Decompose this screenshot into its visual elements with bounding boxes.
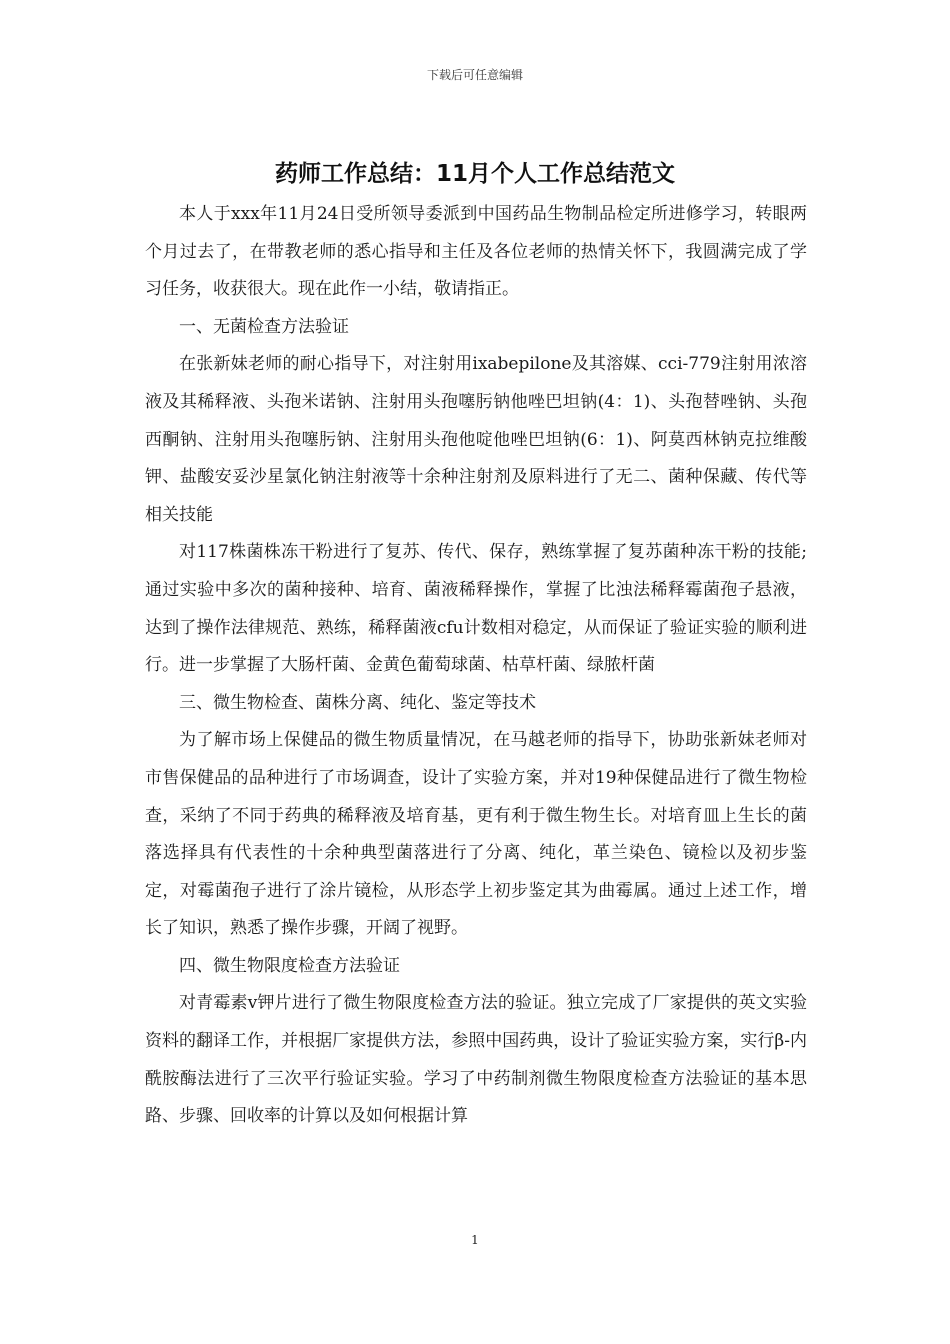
limit-test-paragraph: 对青霉素v钾片进行了微生物限度检查方法的验证。独立完成了厂家提供的英文实验资料的翻译工作，并根据厂家提供方法，参照中国药典，设计了验证实验方案，实行β-内酰胺酶法进行了三次平行验证实验。学习了中药制剂微生物限度检查方法验证的基本思路、步骤、回收率的计算以及如何根据计算 [145, 993, 807, 1127]
page-title: 药师工作总结：11月个人工作总结范文 [274, 161, 675, 187]
intro-paragraph: 本人于xxx年11月24日受所领导委派到中国药品生物制品检定所进修学习，转眼两个月过去了，在带教老师的悉心指导和主任及各位老师的热情关怀下，我圆满完成了学习任务，收获很大。现在此作一小结，敬请指正。 [145, 204, 807, 300]
section-heading-sterility: 一、无菌检查方法验证 [179, 316, 349, 337]
section-heading-limit-test: 四、微生物限度检查方法验证 [179, 955, 400, 976]
sterility-paragraph: 在张新妹老师的耐心指导下，对注射用ixabepilone及其溶媒、cci-779注射用浓溶液及其稀释液、头孢米诺钠、注射用头孢噻肟钠他唑巴坦钠(4：1)、头孢替唑钠、头孢西酮钠、注射用头孢噻肟钠、注射用头孢他啶他唑巴坦钠(6：1)、阿莫西林钠克拉维酸钾、盐酸安妥沙星氯化钠注射液等十余种注射剂及原料进行了无二、菌种保藏、传代等相关技能 [145, 354, 807, 525]
section-heading-microbial-test: 三、微生物检查、菌株分离、纯化、鉴定等技术 [179, 692, 536, 713]
page-number: 1 [471, 1233, 479, 1247]
document-body [145, 196, 807, 1136]
strain-paragraph: 对117株菌株冻干粉进行了复苏、传代、保存，熟练掌握了复苏菌种冻干粉的技能;通过实验中多次的菌种接种、培育、菌液稀释操作，掌握了比浊法稀释霉菌孢子悬液，达到了操作法律规范、熟练，稀释菌液cfu计数相对稳定，从而保证了验证实验的顺利进行。进一步掌握了大肠杆菌、金黄色葡萄球菌、枯草杆菌、绿脓杆菌 [145, 542, 807, 676]
header-note: 下载后可任意编辑 [426, 68, 523, 82]
microbial-test-paragraph: 为了解市场上保健品的微生物质量情况，在马越老师的指导下，协助张新妹老师对市售保健品的品种进行了市场调查，设计了实验方案，并对19种保健品进行了微生物检查，采纳了不同于药典的稀释液及培育基，更有利于微生物生长。对培育皿上生长的菌落选择具有代表性的十余种典型菌落进行了分离、纯化，革兰染色、镜检以及初步鉴定，对霉菌孢子进行了涂片镜检，从形态学上初步鉴定其为曲霉属。通过上述工作，增长了知识，熟悉了操作步骤，开阔了视野。 [145, 730, 807, 939]
